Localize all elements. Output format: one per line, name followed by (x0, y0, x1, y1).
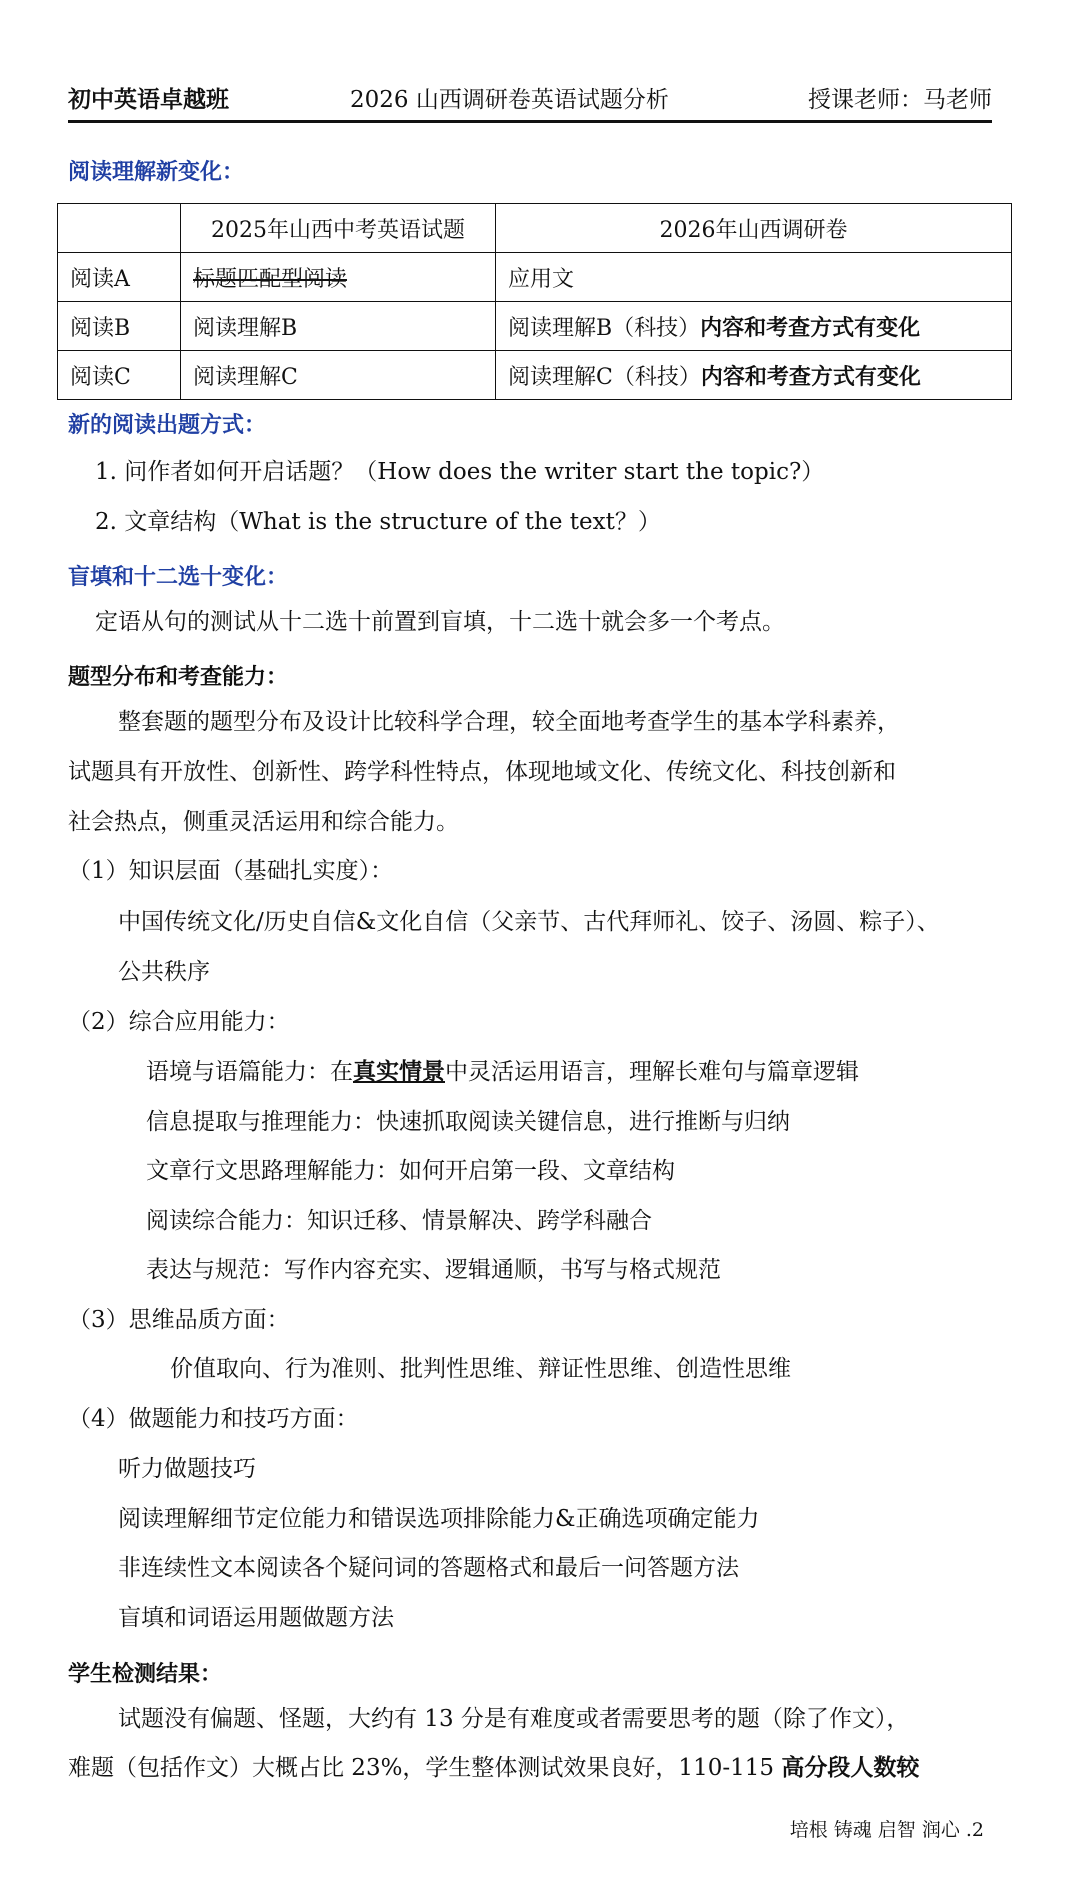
subsection-title: （3）思维品质方面： (68, 1307, 290, 1333)
new-type-cell (496, 253, 1012, 302)
section-heading-results: 学生检测结果： (68, 1662, 223, 1687)
cloze-text: 定语从句的测试从十二选十前置到盲填，十二选十就会多一个考点。 (95, 609, 785, 635)
section-heading-cloze-change: 盲填和十二选十变化： (68, 565, 289, 590)
skill-line: 盲填和词语运用题做题方法 (118, 1605, 394, 1631)
results-line: 试题没有偏题、怪题，大约有 13 分是有难度或者需要思考的题（除了作文）， (118, 1706, 910, 1732)
old-type-cell: 标题匹配型阅读 (181, 253, 496, 302)
old-type-cell: 阅读理解B (181, 302, 496, 351)
emphasis-text: 高分段人数较 (781, 1755, 920, 1781)
paragraph-line: 试题具有开放性、创新性、跨学科性特点，体现地域文化、传统文化、科技创新和 (68, 759, 896, 785)
change-note: 内容和考查方式有变化 (700, 364, 921, 390)
results-line-text: 难题（包括作文）大概占比 23%，学生整体测试效果良好，110-115 (68, 1755, 782, 1781)
application-line-text: 中灵活运用语言，理解长难句与篇章逻辑 (445, 1059, 859, 1085)
page-footer: 培根 铸魂 启智 润心 .2 (789, 1819, 984, 1841)
application-line: 文章行文思路理解能力：如何开启第一段、文章结构 (146, 1158, 675, 1184)
new-type-cell (496, 302, 1012, 351)
course-name: 初中英语卓越班 (68, 86, 229, 113)
subsection-title: （4）做题能力和技巧方面： (68, 1406, 359, 1432)
table-row (58, 253, 1012, 302)
table-row (58, 351, 1012, 400)
paragraph-line: 整套题的题型分布及设计比较科学合理，较全面地考查学生的基本学科素养， (118, 709, 900, 735)
thinking-line: 价值取向、行为准则、批判性思维、辩证性思维、创造性思维 (170, 1356, 791, 1382)
section-heading-reading-change: 阅读理解新变化： (68, 160, 245, 185)
new-type-text: 阅读理解C（科技） (508, 364, 701, 390)
new-type-text: 阅读理解B（科技） (508, 315, 701, 341)
new-type-text: 应用文 (508, 266, 575, 292)
section-heading-new-questions: 新的阅读出题方式： (68, 413, 267, 438)
results-line (68, 1757, 919, 1780)
teacher-name: 授课老师：马老师 (808, 87, 992, 113)
application-line: 表达与规范：写作内容充实、逻辑通顺，书写与格式规范 (146, 1257, 721, 1283)
application-line: 阅读综合能力：知识迁移、情景解决、跨学科融合 (146, 1208, 652, 1234)
comparison-table (57, 203, 1012, 400)
table-header-cell: 2025年山西中考英语试题 (181, 204, 496, 253)
application-line-text: 语境与语篇能力：在 (146, 1059, 353, 1085)
table-header-cell: 2026年山西调研卷 (496, 204, 1012, 253)
application-line: 信息提取与推理能力：快速抓取阅读关键信息，进行推断与归纳 (146, 1109, 790, 1135)
paragraph-line: 社会热点，侧重灵活运用和综合能力。 (68, 809, 459, 835)
row-label: 阅读A (58, 253, 181, 302)
table-header-row (58, 204, 1012, 253)
knowledge-line: 中国传统文化/历史自信&文化自信（父亲节、古代拜师礼、饺子、汤圆、粽子）、 (118, 909, 940, 935)
table-row (58, 302, 1012, 351)
old-type-cell: 阅读理解C (181, 351, 496, 400)
section-heading-distribution: 题型分布和考查能力： (68, 665, 289, 690)
knowledge-line: 公共秩序 (118, 959, 210, 985)
skill-line: 非连续性文本阅读各个疑问词的答题格式和最后一问答题方法 (118, 1555, 739, 1581)
row-label: 阅读B (58, 302, 181, 351)
subsection-title: （1）知识层面（基础扎实度）： (68, 858, 394, 884)
table-header-cell (58, 204, 181, 253)
change-note: 内容和考查方式有变化 (700, 315, 921, 341)
subsection-title: （2）综合应用能力： (68, 1009, 290, 1035)
list-item: 1. 问作者如何开启话题？（How does the writer start the topic?） (95, 459, 825, 485)
document-title: 2026 山西调研卷英语试题分析 (350, 87, 669, 113)
list-item: 2. 文章结构（What is the structure of the text？） (95, 509, 661, 535)
page-header (68, 84, 992, 123)
skill-line: 听力做题技巧 (118, 1456, 256, 1482)
application-line (146, 1061, 859, 1084)
row-label: 阅读C (58, 351, 181, 400)
skill-line: 阅读理解细节定位能力和错误选项排除能力&正确选项确定能力 (118, 1506, 760, 1532)
new-type-cell (496, 351, 1012, 400)
emphasis-text: 真实情景 (353, 1059, 445, 1085)
